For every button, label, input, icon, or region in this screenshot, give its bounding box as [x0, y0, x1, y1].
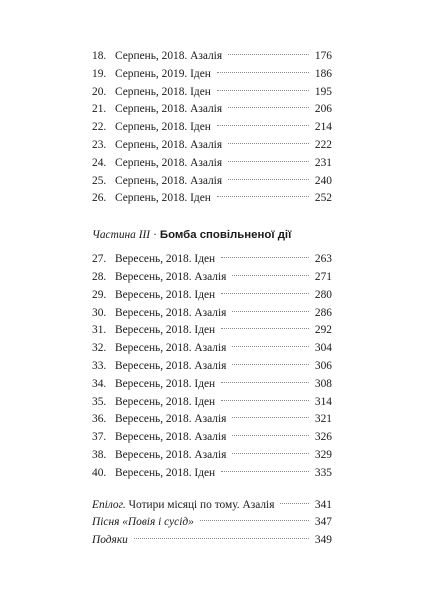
toc-entry[interactable]	[92, 101, 332, 119]
page-number: 195	[314, 85, 332, 98]
chapter-number: 23.	[92, 138, 107, 151]
dot-leader	[221, 328, 309, 329]
page-number: 176	[314, 50, 332, 62]
dot-leader	[228, 54, 309, 55]
dot-leader	[221, 471, 309, 472]
chapter-title: Вересень, 2018. Азалія	[115, 448, 227, 461]
section-spacer	[92, 483, 332, 497]
page-number: 341	[314, 498, 332, 511]
chapter-number: 31.	[92, 324, 107, 337]
page-number: 349	[314, 534, 332, 547]
chapter-title: Серпень, 2018. Азалія	[115, 138, 223, 151]
chapter-number: 21.	[92, 103, 107, 116]
toc-entry[interactable]	[92, 305, 332, 323]
back-matter-list	[92, 497, 332, 550]
chapter-number: 32.	[92, 342, 107, 355]
part-label: Частина III	[92, 229, 151, 242]
page-number: 280	[314, 288, 332, 301]
dot-leader	[228, 107, 309, 108]
toc-entry[interactable]	[92, 137, 332, 155]
chapter-number: 26.	[92, 192, 107, 205]
dot-leader	[217, 125, 309, 126]
entry-title	[92, 497, 274, 515]
dot-leader	[280, 503, 308, 504]
page-number: 240	[314, 174, 332, 187]
page-number: 252	[314, 192, 332, 205]
chapter-number: 38.	[92, 448, 107, 461]
toc-entry[interactable]	[92, 119, 332, 137]
chapter-title: Серпень, 2018. Іден	[115, 85, 211, 98]
chapter-number: 24.	[92, 156, 107, 169]
chapter-title: Серпень, 2018. Азалія	[115, 50, 223, 62]
toc-entry[interactable]	[92, 465, 332, 483]
page-number: 321	[314, 413, 332, 426]
dot-leader	[232, 346, 309, 347]
chapter-number: 36.	[92, 413, 107, 426]
chapter-number: 37.	[92, 431, 107, 444]
table-of-contents	[92, 48, 332, 550]
dot-leader	[217, 90, 309, 91]
toc-entry[interactable]	[92, 66, 332, 84]
page-number: 231	[314, 156, 332, 169]
part-separator: ·	[153, 229, 157, 242]
toc-entry[interactable]	[92, 376, 332, 394]
page-number: 304	[314, 342, 332, 355]
dot-leader	[228, 161, 309, 162]
page-number: 308	[314, 377, 332, 390]
chapter-title: Вересень, 2018. Іден	[115, 377, 216, 390]
toc-entry[interactable]	[92, 155, 332, 173]
chapter-number: 25.	[92, 174, 107, 187]
chapter-title: Вересень, 2018. Азалія	[115, 270, 227, 283]
chapter-title: Серпень, 2018. Іден	[115, 121, 211, 134]
page-number: 186	[314, 67, 332, 80]
toc-entry[interactable]	[92, 251, 332, 269]
toc-entry-song[interactable]	[92, 514, 332, 532]
epilogue-label: Епілог.	[92, 498, 126, 511]
part2-chapter-list	[92, 48, 332, 208]
page-number: 206	[314, 103, 332, 116]
dot-leader	[221, 293, 309, 294]
chapter-title: Серпень, 2019. Іден	[115, 67, 211, 80]
chapter-title: Вересень, 2018. Азалія	[115, 431, 227, 444]
page-number: 335	[314, 466, 332, 479]
chapter-title: Вересень, 2018. Іден	[115, 324, 216, 337]
chapter-title: Вересень, 2018. Азалія	[115, 359, 227, 372]
toc-entry[interactable]	[92, 340, 332, 358]
dot-leader	[232, 275, 309, 276]
toc-entry[interactable]	[92, 173, 332, 191]
part3-chapter-list	[92, 251, 332, 482]
page-number: 347	[314, 516, 332, 529]
chapter-number: 20.	[92, 85, 107, 98]
chapter-title: Вересень, 2018. Іден	[115, 395, 216, 408]
dot-leader	[232, 435, 309, 436]
page-number: 314	[314, 395, 332, 408]
page-number: 271	[314, 270, 332, 283]
chapter-number: 35.	[92, 395, 107, 408]
chapter-number: 34.	[92, 377, 107, 390]
toc-entry[interactable]	[92, 411, 332, 429]
page-number: 263	[314, 253, 332, 266]
part-title: Бомба сповільненої дії	[159, 229, 292, 242]
chapter-title: Вересень, 2018. Азалія	[115, 306, 227, 319]
epilogue-title: Чотири місяці по тому. Азалія	[128, 498, 275, 511]
chapter-title: Серпень, 2018. Азалія	[115, 156, 223, 169]
chapter-title: Серпень, 2018. Іден	[115, 192, 211, 205]
toc-entry[interactable]	[92, 429, 332, 447]
dot-leader	[228, 179, 309, 180]
chapter-number: 18.	[92, 50, 107, 62]
dot-leader	[232, 311, 309, 312]
dot-leader	[221, 257, 309, 258]
toc-entry[interactable]	[92, 322, 332, 340]
chapter-title: Вересень, 2018. Іден	[115, 288, 216, 301]
toc-entry[interactable]	[92, 358, 332, 376]
chapter-number: 19.	[92, 67, 107, 80]
chapter-title: Вересень, 2018. Азалія	[115, 342, 227, 355]
toc-entry[interactable]	[92, 287, 332, 305]
dot-leader	[221, 400, 309, 401]
chapter-title: Вересень, 2018. Азалія	[115, 413, 227, 426]
dot-leader	[200, 520, 309, 521]
dot-leader	[217, 196, 309, 197]
dot-leader	[232, 417, 309, 418]
page-number: 214	[314, 121, 332, 134]
page-number: 222	[314, 138, 332, 151]
toc-entry[interactable]	[92, 84, 332, 102]
chapter-title: Вересень, 2018. Іден	[115, 466, 216, 479]
dot-leader	[217, 72, 309, 73]
dot-leader	[232, 453, 309, 454]
page-number: 286	[314, 306, 332, 319]
toc-entry[interactable]	[92, 48, 332, 66]
dot-leader	[232, 364, 309, 365]
toc-entry-epilogue[interactable]	[92, 497, 332, 515]
chapter-number: 28.	[92, 270, 107, 283]
entry-title: Подяки	[92, 534, 128, 547]
entry-title: Пісня «Повія і сусід»	[92, 516, 194, 529]
chapter-number: 30.	[92, 306, 107, 319]
chapter-number: 27.	[92, 253, 107, 266]
page-number: 326	[314, 431, 332, 444]
page-number: 306	[314, 359, 332, 372]
dot-leader	[134, 538, 309, 539]
chapter-title: Вересень, 2018. Іден	[115, 253, 216, 266]
chapter-title: Серпень, 2018. Азалія	[115, 174, 223, 187]
page-number: 329	[314, 448, 332, 461]
chapter-number: 33.	[92, 359, 107, 372]
chapter-title: Серпень, 2018. Азалія	[115, 103, 223, 116]
section-spacer	[92, 208, 332, 225]
chapter-number: 22.	[92, 121, 107, 134]
toc-entry[interactable]	[92, 269, 332, 287]
chapter-number: 40.	[92, 466, 107, 479]
toc-entry[interactable]	[92, 394, 332, 412]
part-heading[interactable]	[92, 225, 332, 251]
page-number: 292	[314, 324, 332, 337]
dot-leader	[221, 382, 309, 383]
toc-entry-thanks[interactable]	[92, 532, 332, 550]
toc-entry[interactable]	[92, 190, 332, 208]
chapter-number: 29.	[92, 288, 107, 301]
dot-leader	[228, 143, 309, 144]
toc-entry[interactable]	[92, 447, 332, 465]
